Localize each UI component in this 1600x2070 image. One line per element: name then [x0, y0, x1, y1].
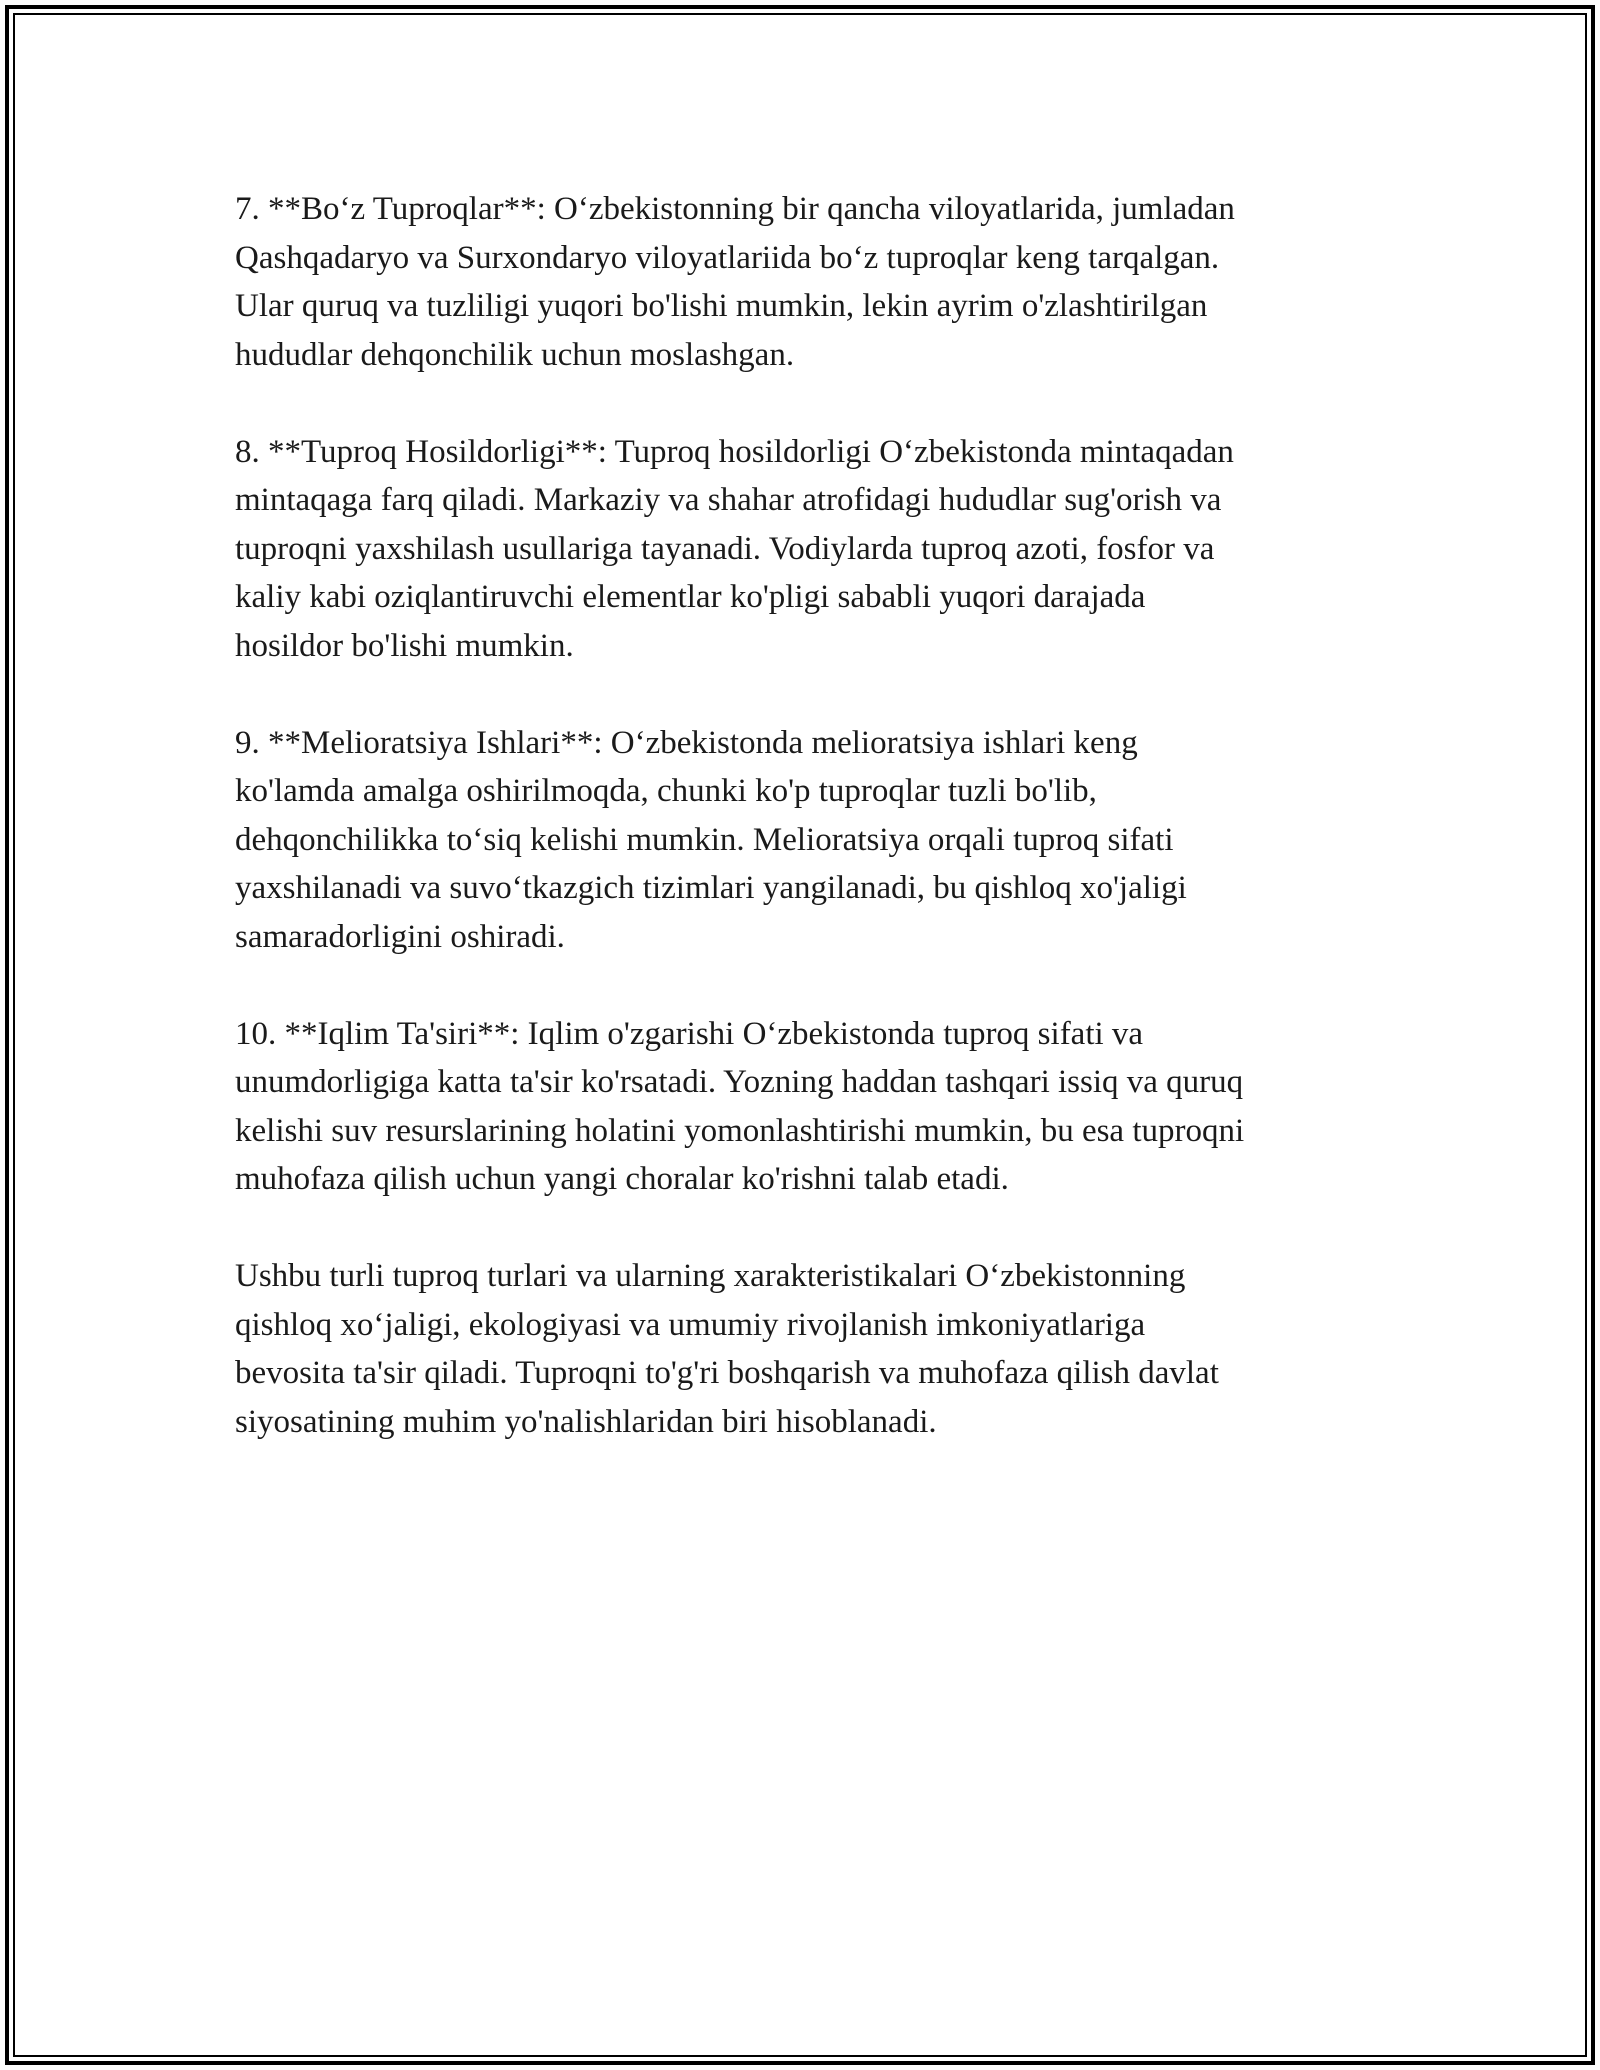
paragraph-iqlim-tasiri: [235, 1010, 1370, 1204]
text-line: Ular quruq va tuzliligi yuqori bo'lishi mumkin, lekin ayrim o'zlashtirilgan: [235, 288, 1208, 324]
text-line: muhofaza qilish uchun yangi choralar ko'rishni talab etadi.: [235, 1161, 1009, 1197]
text-line: kaliy kabi oziqlantiruvchi elementlar ko'pligi sababli yuqori darajada: [235, 579, 1146, 615]
text-line: 9. **Melioratsiya Ishlari**: O‘zbekistonda melioratsiya ishlari keng: [235, 724, 1138, 761]
text-line: ko'lamda amalga oshirilmoqda, chunki ko'p tuproqlar tuzli bo'lib,: [235, 773, 1097, 809]
text-line: siyosatining muhim yo'nalishlaridan biri hisoblanadi.: [235, 1403, 937, 1440]
text-line: dehqonchilikka to‘siq kelishi mumkin. Melioratsiya orqali tuproq sifati: [235, 821, 1174, 858]
text-line: qishloq xo‘jaligi, ekologiyasi va umumiy rivojlanish imkoniyatlariga: [235, 1306, 1146, 1343]
text-line: 10. **Iqlim Ta'siri**: Iqlim o'zgarishi O‘zbekistonda tuproq sifati va: [235, 1015, 1144, 1052]
paragraph-conclusion: [235, 1252, 1370, 1446]
paragraph-tuproq-hosildorligi: [235, 428, 1370, 671]
paragraph-melioratsiya-ishlari: [235, 719, 1370, 962]
text-line: unumdorligiga katta ta'sir ko'rsatadi. Yozning haddan tashqari issiq va quruq: [235, 1064, 1244, 1100]
text-line: mintaqaga farq qiladi. Markaziy va shahar atrofidagi hududlar sug'orish va: [235, 482, 1222, 518]
text-line: hududlar dehqonchilik uchun moslashgan.: [235, 336, 795, 373]
text-line: yaxshilanadi va suvo‘tkazgich tizimlari yangilanadi, bu qishloq xo'jaligi: [235, 870, 1187, 906]
text-line: bevosita ta'sir qiladi. Tuproqni to'g'ri boshqarish va muhofaza qilish davlat: [235, 1355, 1219, 1391]
text-line: samaradorligini oshiradi.: [235, 918, 565, 955]
document-body: [235, 185, 1370, 1495]
text-line: Ushbu turli tuproq turlari va ularning xarakteristikalari O‘zbekistonning: [235, 1258, 1186, 1294]
paragraph-boz-tuproqlar: [235, 185, 1370, 379]
text-line: hosildor bo'lishi mumkin.: [235, 627, 574, 664]
text-line: 7. **Bo‘z Tuproqlar**: O‘zbekistonning bir qancha viloyatlarida, jumladan: [235, 191, 1235, 227]
text-line: kelishi suv resurslarining holatini yomonlashtirishi mumkin, bu esa tuproqni: [235, 1112, 1245, 1149]
text-line: Qashqadaryo va Surxondaryo viloyatlariida bo‘z tuproqlar keng tarqalgan.: [235, 239, 1220, 276]
text-line: 8. **Tuproq Hosildorligi**: Tuproq hosildorligi O‘zbekistonda mintaqadan: [235, 433, 1234, 470]
text-line: tuproqni yaxshilash usullariga tayanadi. Vodiylarda tuproq azoti, fosfor va: [235, 530, 1215, 567]
